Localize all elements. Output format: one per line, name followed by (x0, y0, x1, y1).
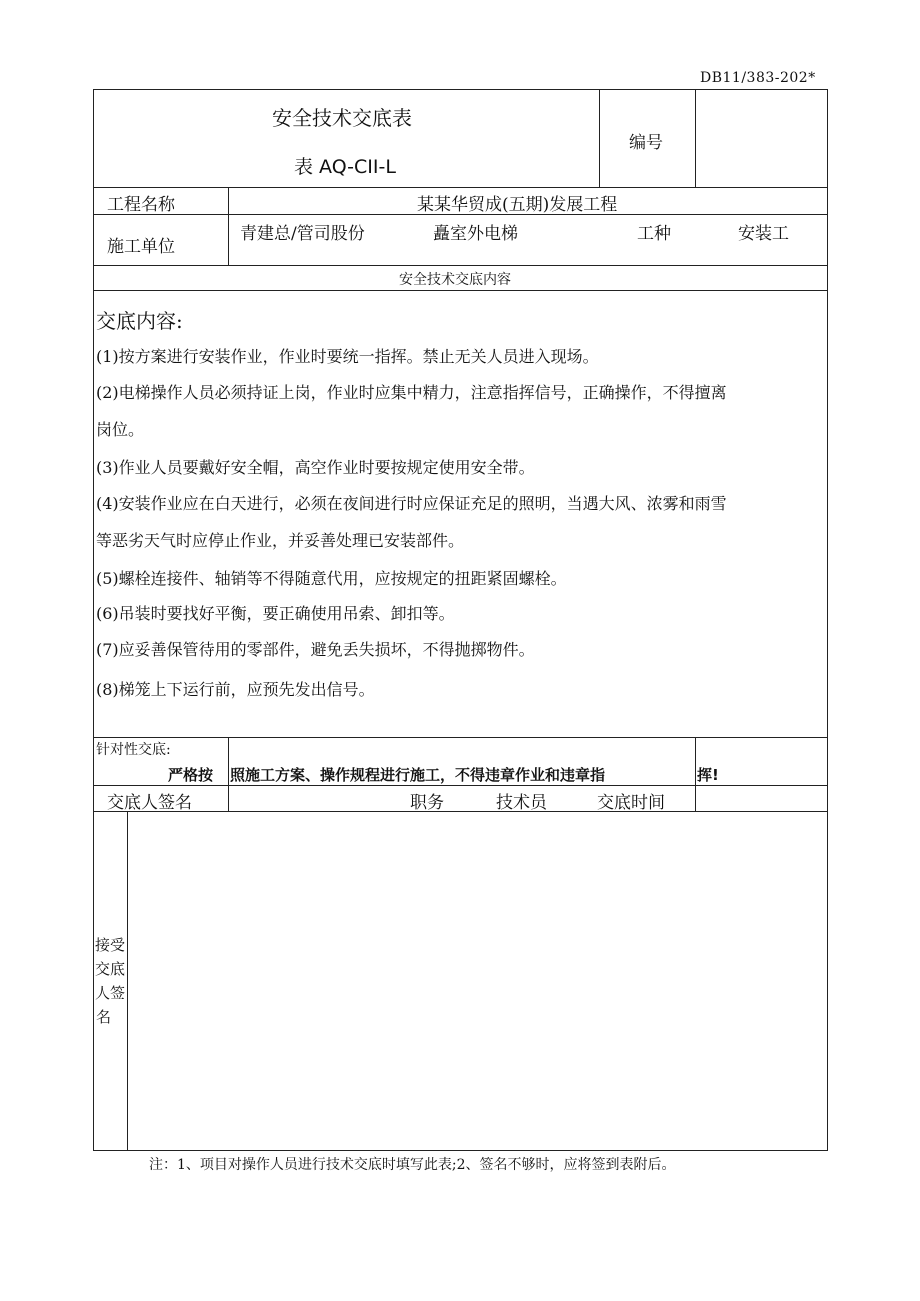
work-item: 矗室外电梯 (433, 224, 518, 244)
signer-label: 交底人签名 (107, 793, 192, 813)
content-heading: 交底内容: (96, 309, 183, 333)
content-line: (6)吊装时要找好平衡，要正确使用吊索、卸扣等。 (96, 604, 455, 623)
position-value: 技术员 (496, 793, 547, 813)
receiver-label (94, 933, 126, 1029)
content-line: 岗位。 (96, 420, 145, 439)
receiver-label-line: 名 (96, 1008, 112, 1026)
position-label: 职务 (410, 793, 444, 813)
content-line: (2)电梯操作人员必须持证上岗，作业时应集中精力，注意指挥信号，正确操作，不得擅离 (96, 383, 727, 402)
form-title: 安全技术交底表 (272, 106, 412, 130)
number-label: 编号 (629, 133, 663, 153)
trade-label: 工种 (637, 224, 671, 244)
section-title: 安全技术交底内容 (399, 272, 511, 288)
content-line: (3)作业人员要戴好安全帽，高空作业时要按规定使用安全带。 (96, 458, 535, 477)
time-label: 交底时间 (597, 793, 665, 813)
content-line: (4)安装作业应在白天进行，必须在夜间进行时应保证充足的照明，当遇大风、浓雾和雨雪 (96, 494, 727, 513)
form-code: 表 AQ-CII-L (294, 156, 396, 178)
construction-unit-value: 青建总/管司股份 (240, 224, 365, 244)
content-line: (1)按方案进行安装作业，作业时要统一指挥。禁止无关人员进入现场。 (96, 347, 599, 366)
content-line: (5)螺栓连接件、轴销等不得随意代用，应按规定的扭距紧固螺栓。 (96, 569, 567, 588)
targeted-text-part1: 严格按 (168, 766, 214, 784)
construction-unit-label: 施工单位 (107, 237, 175, 257)
content-line: (8)梯笼上下运行前，应预先发出信号。 (96, 680, 375, 699)
targeted-label: 针对性交底: (96, 742, 171, 758)
receiver-label-line: 接受 (94, 936, 125, 954)
footnote: 注：1、项目对操作人员进行技术交底时填写此表;2、签名不够时，应将签到表附后。 (149, 1157, 676, 1173)
receiver-label-line: 人签 (94, 984, 125, 1002)
project-name-label: 工程名称 (107, 195, 175, 215)
project-name-value: 某某华贸成(五期)发展工程 (417, 195, 618, 215)
targeted-text-part3: 挥! (697, 766, 719, 784)
receiver-label-line: 交底 (94, 960, 125, 978)
document-code: DB11/383-202* (700, 70, 816, 86)
targeted-text-part2: 照施工方案、操作规程进行施工，不得违章作业和违章指 (230, 766, 606, 784)
content-line: (7)应妥善保管待用的零部件，避免丢失损坏，不得抛掷物件。 (96, 640, 535, 659)
content-line: 等恶劣天气时应停止作业，并妥善处理已安装部件。 (96, 531, 465, 550)
trade-value: 安装工 (738, 224, 789, 244)
